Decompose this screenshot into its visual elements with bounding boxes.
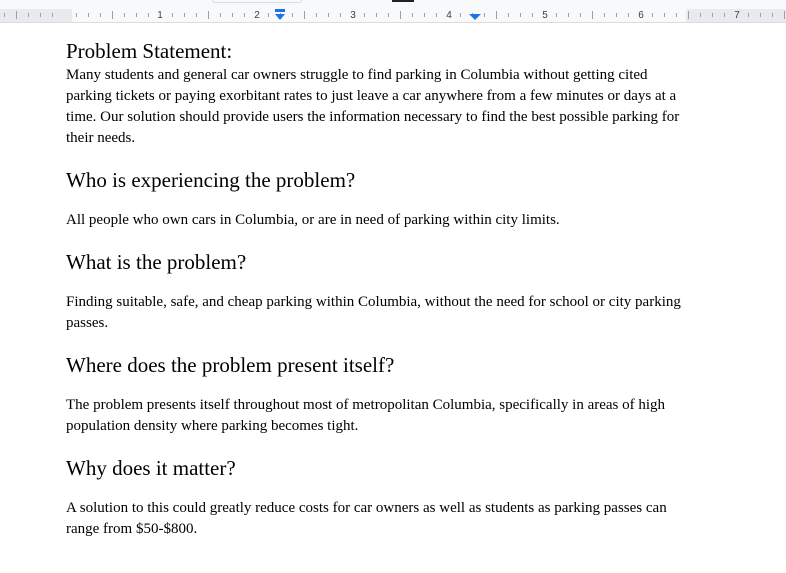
ruler-tick — [304, 11, 305, 19]
ruler-tick — [412, 13, 413, 17]
ruler-tick — [220, 13, 221, 17]
problem-statement-text: Many students and general car owners struggle to find parking in Columbia without getting cited parking tickets or paying exorbitant rates to just leave a car anywhere from a few minutes or days at a time. Our solution should provide users the information necessary to find the best possible parking for their needs. — [66, 67, 680, 146]
ruler-tick — [532, 13, 533, 17]
ruler-track — [0, 9, 786, 22]
ruler-tick — [232, 13, 233, 17]
ruler-number: 7 — [734, 10, 740, 21]
ruler-tick — [196, 13, 197, 17]
ruler-tick — [292, 13, 293, 17]
ruler-tick — [124, 13, 125, 17]
why-heading: Why does it matter? — [66, 456, 236, 480]
ruler-tick — [436, 13, 437, 17]
ruler-tick — [136, 13, 137, 17]
ruler-tick — [460, 13, 461, 17]
ruler-tick — [520, 13, 521, 17]
ruler-tick — [748, 13, 749, 17]
ruler-tick — [484, 13, 485, 17]
ruler-number: 4 — [446, 10, 452, 21]
ruler-number: 2 — [254, 10, 260, 21]
ruler-tick — [364, 13, 365, 17]
toolbar-indicator — [392, 0, 414, 2]
ruler-tick — [400, 11, 401, 19]
ruler-tick — [172, 13, 173, 17]
why-text: A solution to this could greatly reduce costs for car owners as well as students as parking passes can range from $50-$800. — [66, 500, 667, 537]
ruler-number: 5 — [542, 10, 548, 21]
what-text: Finding suitable, safe, and cheap parking within Columbia, without the need for school or city parking passes. — [66, 294, 681, 331]
ruler-tick — [340, 13, 341, 17]
what-heading: What is the problem? — [66, 250, 247, 274]
ruler-tick — [556, 13, 557, 17]
ruler-tick — [676, 13, 677, 17]
ruler-tick — [604, 13, 605, 17]
who-heading: Who is experiencing the problem? — [66, 168, 356, 192]
ruler-tick — [328, 13, 329, 17]
where-heading: Where does the problem present itself? — [66, 353, 395, 377]
ruler-tick — [148, 13, 149, 17]
ruler-tick — [424, 13, 425, 17]
ruler-number: 6 — [638, 10, 644, 21]
ruler-tick — [712, 13, 713, 17]
ruler-tick — [616, 13, 617, 17]
ruler-tick — [52, 13, 53, 17]
ruler-tick — [652, 13, 653, 17]
ruler-tick — [688, 11, 689, 19]
indent-marker-icon[interactable] — [274, 9, 286, 22]
ruler-tick — [376, 13, 377, 17]
where-text: The problem presents itself throughout most of metropolitan Columbia, specifically in areas of high population density where parking becomes tight. — [66, 397, 666, 434]
who-text: All people who own cars in Columbia, or are in need of parking within city limits. — [66, 212, 560, 228]
ruler-tick — [76, 13, 77, 17]
ruler-tick — [112, 11, 113, 19]
ruler-tick — [664, 13, 665, 17]
ruler-tick — [700, 13, 701, 17]
ruler-tick — [88, 13, 89, 17]
ruler-tick — [28, 13, 29, 17]
ruler-tick — [772, 13, 773, 17]
ruler-tick — [628, 13, 629, 17]
ruler-tick — [316, 13, 317, 17]
problem-statement-heading: Problem Statement: — [66, 39, 233, 63]
ruler-tick — [388, 13, 389, 17]
ruler-number: 3 — [350, 10, 356, 21]
ruler-tick — [16, 11, 17, 19]
right-indent-marker-icon[interactable] — [469, 9, 481, 22]
ruler-tick — [592, 11, 593, 19]
ruler-tick — [784, 11, 785, 19]
ruler-tick — [244, 13, 245, 17]
ruler-tick — [4, 13, 5, 17]
ruler-tick — [40, 13, 41, 17]
ruler-tick — [568, 13, 569, 17]
ruler-tick — [724, 13, 725, 17]
ruler-tick — [268, 13, 269, 17]
ruler-tick — [496, 11, 497, 19]
document-body[interactable] — [66, 36, 696, 540]
ruler-tick — [508, 13, 509, 17]
ruler-tick — [208, 11, 209, 19]
ruler-tick — [100, 13, 101, 17]
ruler-tick — [580, 13, 581, 17]
ruler-tick — [184, 13, 185, 17]
ruler-number: 1 — [157, 10, 163, 21]
horizontal-ruler[interactable] — [0, 0, 786, 23]
ruler-tick — [760, 13, 761, 17]
toolbar-edge — [212, 0, 302, 3]
